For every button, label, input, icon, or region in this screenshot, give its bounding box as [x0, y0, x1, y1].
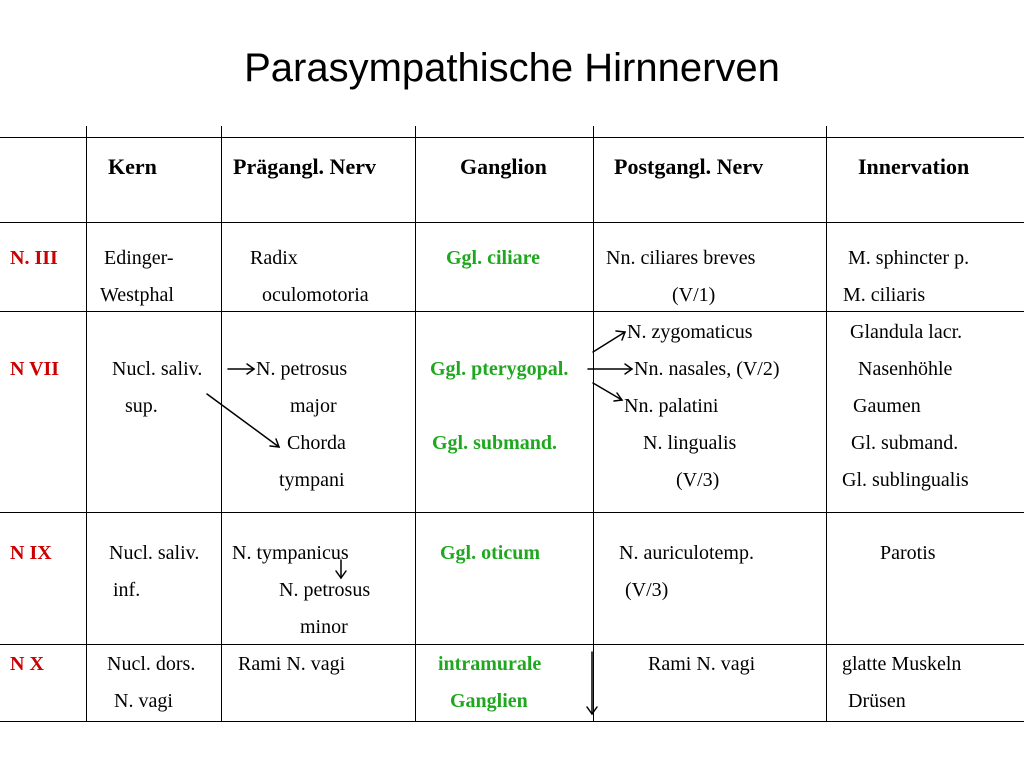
innervation-cell: glatte Muskeln [842, 653, 962, 675]
innervation-cell: M. ciliaris [843, 284, 926, 306]
postgangl-cell: N. zygomaticus [627, 321, 753, 343]
ganglion-cell: Ggl. ciliare [446, 247, 541, 269]
innervation-cell: Drüsen [848, 690, 906, 712]
header-praegangl-nerv: Prägangl. Nerv [233, 154, 376, 179]
kern-cell: sup. [125, 395, 158, 417]
praegangl-cell: oculomotoria [262, 284, 369, 306]
praegangl-cell: N. tympanicus [232, 542, 349, 564]
postgangl-cell: Nn. nasales, (V/2) [634, 358, 780, 380]
header-innervation: Innervation [858, 154, 970, 179]
postgangl-cell: (V/1) [672, 284, 716, 306]
header-ganglion: Ganglion [460, 154, 547, 179]
innervation-cell: Parotis [880, 542, 936, 564]
praegangl-cell: Radix [250, 247, 298, 269]
postgangl-cell: N. lingualis [643, 432, 737, 454]
nerve-label-n3: N. III [10, 247, 58, 269]
postgangl-cell: Nn. ciliares breves [606, 247, 756, 269]
arrow-down-right-icon [593, 383, 622, 400]
praegangl-cell: major [290, 395, 337, 417]
innervation-cell: Glandula lacr. [850, 321, 963, 343]
nerve-label-n9: N IX [10, 542, 52, 564]
kern-cell: Nucl. dors. [107, 653, 196, 675]
praegangl-cell: tympani [279, 469, 345, 491]
praegangl-cell: Rami N. vagi [238, 653, 346, 675]
kern-cell: N. vagi [114, 690, 173, 712]
ganglion-cell: Ggl. submand. [432, 432, 558, 454]
header-kern: Kern [108, 154, 157, 179]
nerve-label-n7: N VII [10, 358, 60, 380]
arrow-up-right-icon [593, 332, 625, 352]
nerve-label-n10: N X [10, 653, 44, 675]
innervation-cell: Nasenhöhle [858, 358, 953, 380]
praegangl-cell: Chorda [287, 432, 346, 454]
postgangl-cell: (V/3) [676, 469, 720, 491]
kern-cell: Edinger- [104, 247, 174, 269]
innervation-cell: Gl. submand. [851, 432, 959, 454]
kern-cell: inf. [113, 579, 141, 601]
header-postgangl-nerv: Postgangl. Nerv [614, 154, 764, 179]
innervation-cell: M. sphincter p. [848, 247, 970, 269]
praegangl-cell: N. petrosus [279, 579, 371, 601]
arrow-diagonal-icon [207, 394, 279, 447]
ganglion-cell: Ganglien [450, 690, 528, 712]
postgangl-cell: (V/3) [625, 579, 669, 601]
ganglion-cell: Ggl. pterygopal. [430, 358, 569, 380]
ganglion-cell: intramurale [438, 653, 542, 675]
kern-cell: Nucl. saliv. [112, 358, 203, 380]
praegangl-cell: minor [300, 616, 348, 638]
praegangl-cell: N. petrosus [256, 358, 348, 380]
postgangl-cell: Rami N. vagi [648, 653, 756, 675]
kern-cell: Westphal [100, 284, 174, 306]
innervation-cell: Gl. sublingualis [842, 469, 969, 491]
kern-cell: Nucl. saliv. [109, 542, 200, 564]
ganglion-cell: Ggl. oticum [440, 542, 540, 564]
postgangl-cell: N. auriculotemp. [619, 542, 754, 564]
postgangl-cell: Nn. palatini [624, 395, 719, 417]
innervation-cell: Gaumen [853, 395, 921, 417]
page-title: Parasympathische Hirnnerven [244, 46, 780, 90]
